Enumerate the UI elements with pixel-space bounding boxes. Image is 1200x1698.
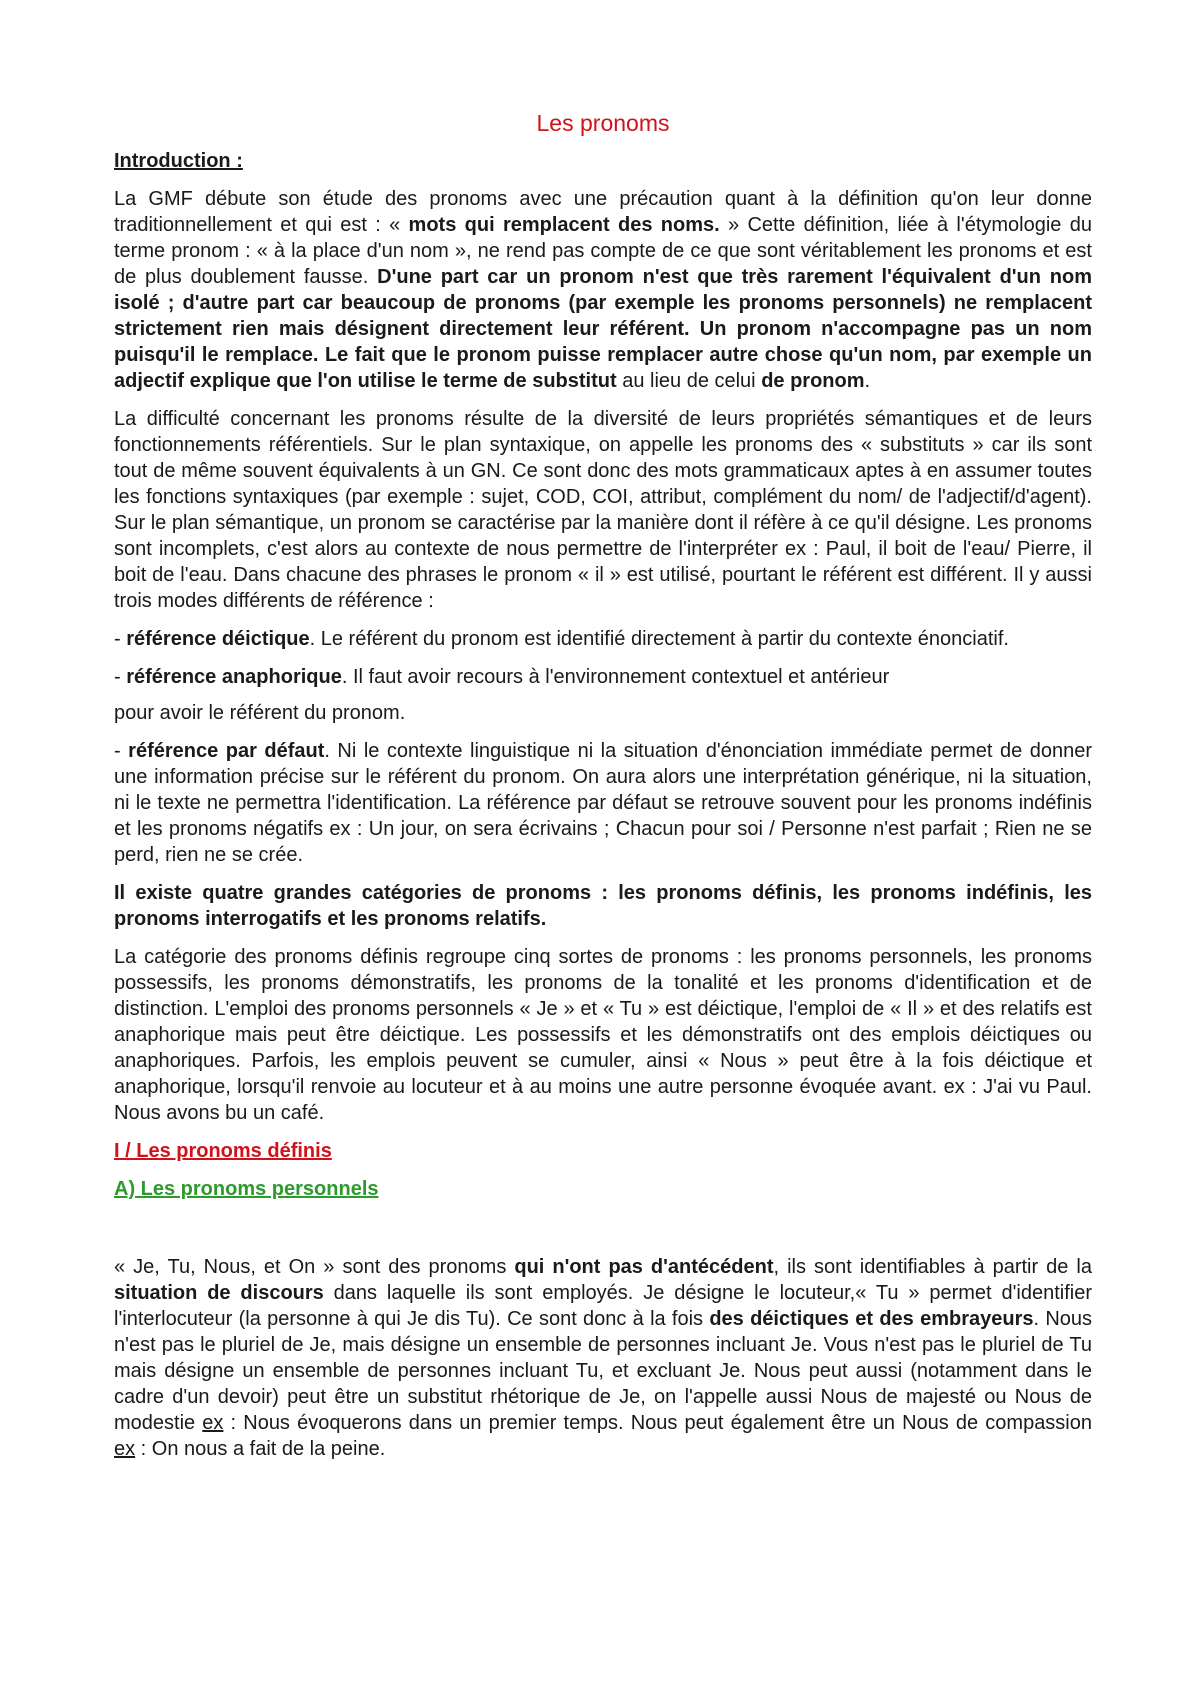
reference-par-defaut: - référence par défaut. Ni le contexte linguistique ni la situation d'énonciation immédiate permet de donner une information précise sur le référent du pronom. On aura alors une interprétation générique, ni la situation, ni le texte ne permettra l'identification. La référence par défaut se retrouve souvent pour les pronoms indéfinis et les pronoms négatifs ex : Un jour, on sera écrivains ; Chacun pour soi / Personne n'est parfait ; Rien ne se perd, rien ne se crée. bbox=[114, 740, 1093, 866]
intro-heading: Introduction : bbox=[114, 150, 243, 172]
reference-anaphorique: - référence anaphorique. Il faut avoir recours à l'environnement contextuel et antérieur bbox=[114, 666, 890, 688]
document-page bbox=[114, 108, 1092, 1474]
paragraph-definition: La GMF débute son étude des pronoms avec une précaution quant à la définition qu'on leur donne traditionnellement et qui est : « mots qui remplacent des noms. » Cette définition, liée à l'étymologie du terme pronom : « à la place d'un nom », ne rend pas compte de ce que sont véritablement les pronoms et est de plus doublement fausse. D'une part car un pronom n'est que très rarement l'équivalent d'un nom isolé ; d'autre part car beaucoup de pronoms (par exemple les pronoms personnels) ne remplacent strictement rien mais désignent directement leur référent. Un pronom n'accompagne pas un nom puisqu'il le remplace. Le fait que le pronom puisse remplacer autre chose qu'un nom, par exemple un adjectif explique que l'on utilise le terme de substitut au lieu de celui de pronom. bbox=[114, 188, 1092, 392]
paragraph-difficulty: La difficulté concernant les pronoms résulte de la diversité de leurs propriétés sémantiques et de leurs fonctionnements référentiels. Sur le plan syntaxique, on appelle les pronoms des « substituts » car ils sont tout de même souvent équivalents à un GN. Ce sont donc des mots grammaticaux aptes à en assumer toutes les fonctions syntaxiques (par exemple : sujet, COD, COI, attribut, complément du nom/ de l'adjectif/d'agent). Sur le plan sémantique, un pronom se caractérise par la manière dont il réfère à ce qu'il désigne. Les pronoms sont incomplets, c'est alors au contexte de nous permettre de l'interpréter ex : Paul, il boit de l'eau/ Pierre, il boit de l'eau. Dans chacune des phrases le pronom « il » est utilisé, pourtant le référent est différent. Il y aussi trois modes différents de référence : bbox=[114, 408, 1092, 612]
paragraph-pronoms-personnels: « Je, Tu, Nous, et On » sont des pronoms qui n'ont pas d'antécédent, ils sont identifiables à partir de la situation de discours dans laquelle ils sont employés. Je désigne le locuteur,« Tu » permet d'identifier l'interlocuteur (la personne à qui Je dis Tu). Ce sont donc à la fois des déictiques et des embrayeurs. Nous n'est pas le pluriel de Je, mais désigne un ensemble de personnes incluant Je. Vous n'est pas le pluriel de Tu mais désigne un ensemble de personnes incluant Tu, et excluant Je. Nous peut aussi (notamment dans le cadre d'un devoir) peut être un substitut rhétorique de Je, on l'appelle aussi Nous de majesté ou Nous de modestie ex : Nous évoquerons dans un premier temps. Nous peut également être un Nous de compassion ex : On nous a fait de la peine. bbox=[114, 1256, 1093, 1460]
subsection-heading-pronoms-personnels: A) Les pronoms personnels bbox=[114, 1178, 379, 1200]
reference-anaphorique-continuation: pour avoir le référent du pronom. bbox=[114, 702, 406, 724]
paragraph-pronoms-definis: La catégorie des pronoms définis regroupe cinq sortes de pronoms : les pronoms personnels, les pronoms possessifs, les pronoms démonstratifs, les pronoms de la tonalité et les pronoms d'identification et de distinction. L'emploi des pronoms personnels « Je » et « Tu » est déictique, l'emploi de « Il » et des relatifs est anaphorique mais peut être déictique. Les possessifs et les démonstratifs ont des emplois déictiques ou anaphoriques. Parfois, les emplois peuvent se cumuler, ainsi « Nous » peut être à la fois déictique et anaphorique, lorsqu'il renvoie au locuteur et à au moins une autre personne évoquée avant. ex : J'ai vu Paul. Nous avons bu un café. bbox=[114, 946, 1092, 1124]
paragraph-categories: Il existe quatre grandes catégories de pronoms : les pronoms définis, les pronoms indéfinis, les pronoms interrogatifs et les pronoms relatifs. bbox=[114, 882, 1092, 930]
reference-deictique: - référence déictique. Le référent du pronom est identifié directement à partir du contexte énonciatif. bbox=[114, 628, 1009, 650]
section-heading-pronoms-definis: I / Les pronoms définis bbox=[114, 1140, 332, 1162]
page-title: Les pronoms bbox=[536, 110, 670, 136]
